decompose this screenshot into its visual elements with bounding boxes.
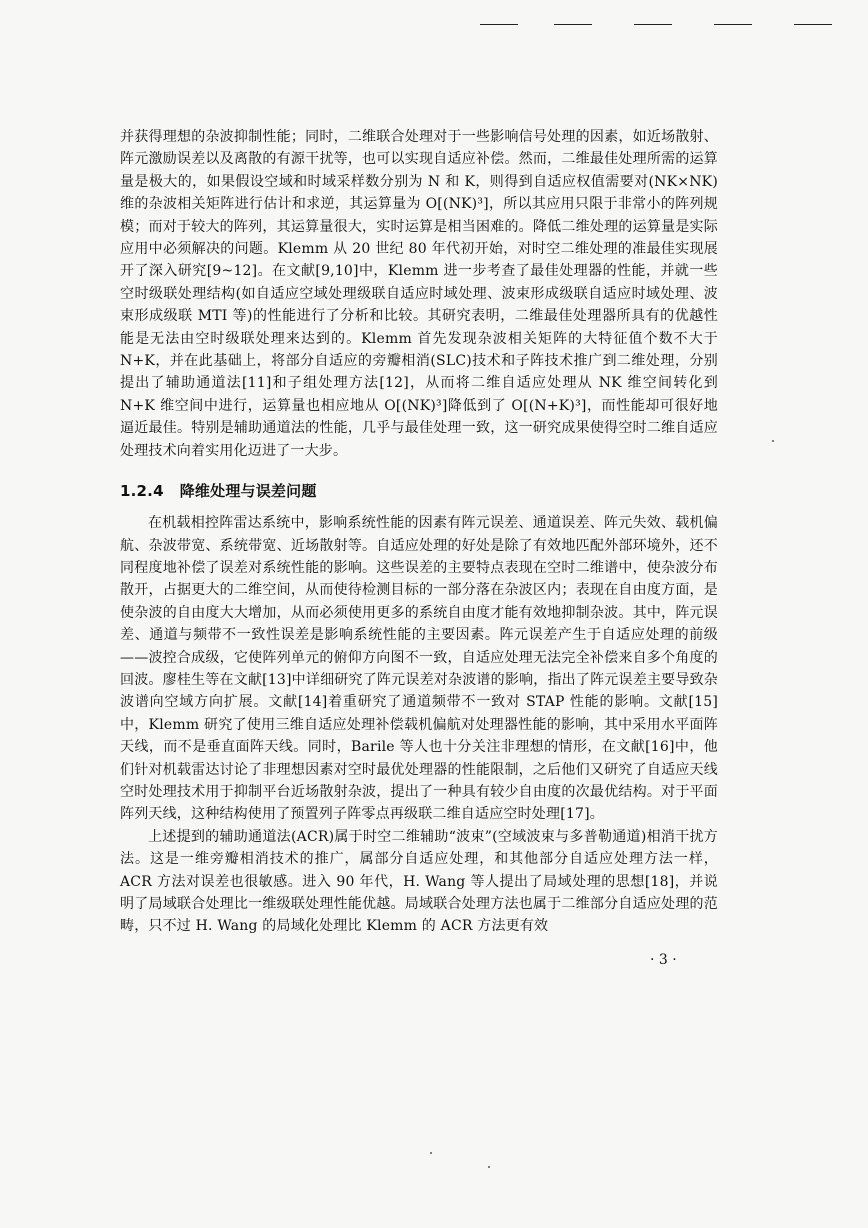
body-paragraph: 在机载相控阵雷达系统中，影响系统性能的因素有阵元误差、通道误差、阵元失效、载机偏航、杂波带宽、系统带宽、近场散射等。自适应处理的好处是除了有效地匹配外部环境外，还不同程度地补偿了误差对系统性能的影响。这些误差的主要特点表现在空时二维谱中，使杂波分布散开，占据更大的二维空间，从而使待检测目标的一部分落在杂波区内；表现在自由度方面，是使杂波的自由度大大增加，从而必须使用更多的系统自由度才能有效地抑制杂波。其中，阵元误差、通道与频带不一致性误差是影响系统性能的主要因素。阵元误差产生于自适应处理的前级——波控合成级，它使阵列单元的俯仰方向图不一致，自适应处理无法完全补偿来自多个角度的回波。廖桂生等在文献[13]中详细研究了阵元误差对杂波谱的影响，指出了阵元误差主要导致杂波谱向空域方向扩展。文献[14]着重研究了通道频带不一致对 STAP 性能的影响。文献[15]中，Klemm 研究了使用三维自适应处理补偿载机偏航对处理器性能的影响，其中采用水平面阵天线，而不是垂直面阵天线。同时，Barile 等人也十分关注非理想的情形，在文献[16]中，他们针对机载雷达讨论了非理想因素对空时最优处理器的性能限制，之后他们又研究了自适应天线空时处理技术用于抑制平台近场散射杂波，提出了一种具有较少自由度的次最优结构。对于平面阵列天线，这种结构使用了预置列子阵零点再级联二维自适应空时处理[17]。 bbox=[120, 515, 718, 823]
scan-speck bbox=[488, 1166, 490, 1168]
header-rule bbox=[480, 24, 518, 25]
section-heading bbox=[120, 480, 718, 502]
page-number: · 3 · bbox=[650, 952, 677, 968]
scan-speck bbox=[772, 440, 774, 442]
section-title: 降维处理与误差问题 bbox=[179, 482, 317, 501]
section-number: 1.2.4 bbox=[120, 482, 164, 501]
header-rule bbox=[554, 24, 592, 25]
body-paragraph: 并获得理想的杂波抑制性能；同时，二维联合处理对于一些影响信号处理的因素，如近场散射、阵元激励误差以及离散的有源干扰等，也可以实现自适应补偿。然而，二维最佳处理所需的运算量是极大的，如果假设空域和时域采样数分别为 N 和 K，则得到自适应权值需要对(NK×NK)维的杂波相关矩阵进行估计和求逆，其运算量为 O[(NK)³]，所以其应用只限于非常小的阵列规模；而对于较大的阵列，其运算量很大，实时运算是相当困难的。降低二维处理的运算量是实际应用中必须解决的问题。Klemm 从 20 世纪 80 年代初开始，对时空二维处理的准最佳实现展开了深入研究[9~12]。在文献[9,10]中，Klemm 进一步考查了最佳处理器的性能，并就一些空时级联处理结构(如自适应空域处理级联自适应时域处理、波束形成级联自适应时域处理、波束形成级联 MTI 等)的性能进行了分析和比较。其研究表明，二维最佳处理器所具有的优越性能是无法由空时级联处理来达到的。Klemm 首先发现杂波相关矩阵的大特征值个数不大于 N+K，并在此基础上，将部分自适应的旁瓣相消(SLC)技术和子阵技术推广到二维处理，分别提出了辅助通道法[11]和子组处理方法[12]，从而将二维自适应处理从 NK 维空间转化到 N+K 维空间中进行，运算量也相应地从 O[(NK)³]降低到了 O[(N+K)³]，而性能却可很好地逼近最佳。特别是辅助通道法的性能，几乎与最佳处理一致，这一研究成果使得空时二维自适应处理技术向着实用化迈进了一大步。 bbox=[120, 129, 718, 459]
header-rule bbox=[634, 24, 672, 25]
header-rule bbox=[794, 24, 832, 25]
scan-speck bbox=[430, 1152, 432, 1154]
header-rule bbox=[714, 24, 752, 25]
body-paragraph: 上述提到的辅助通道法(ACR)属于时空二维辅助“波束”(空域波束与多普勒通道)相消干扰方法。这是一维旁瓣相消技术的推广，属部分自适应处理，和其他部分自适应处理方法一样，ACR 方法对误差也很敏感。进入 90 年代，H. Wang 等人提出了局域处理的思想[18]，并说明了局域联合处理比一维级联处理性能优越。局域联合处理方法也属于二维部分自适应处理的范畴，只不过 H. Wang 的局域化处理比 Klemm 的 ACR 方法更有效 bbox=[120, 828, 718, 935]
page-body bbox=[120, 126, 718, 938]
